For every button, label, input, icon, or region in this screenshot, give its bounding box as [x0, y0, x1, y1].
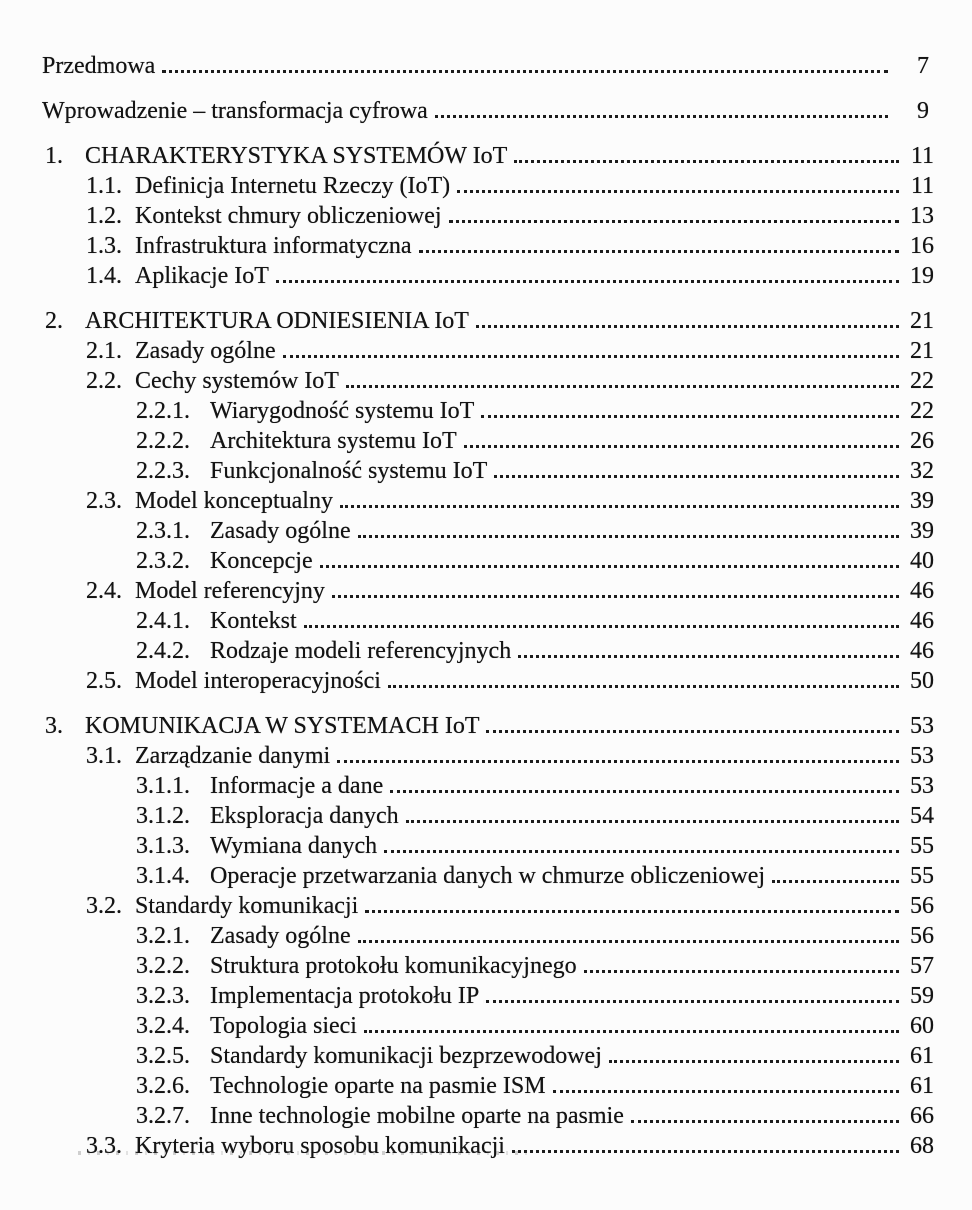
- toc-entry-number: 3.1.: [86, 743, 122, 769]
- toc-entry-page: 26: [910, 428, 934, 454]
- toc-entry-page: 22: [910, 368, 934, 394]
- dot-leader: [304, 625, 899, 628]
- dot-leader: [481, 415, 899, 418]
- toc-entry: [42, 260, 934, 290]
- toc-entry: [42, 365, 934, 395]
- dot-leader: [162, 70, 888, 73]
- toc-entry: [42, 1130, 934, 1160]
- toc-entry-page: 61: [910, 1073, 934, 1099]
- toc-entry-page: 21: [910, 338, 934, 364]
- toc-entry: [42, 395, 934, 425]
- toc-entry-page: 21: [910, 308, 934, 334]
- toc-entry: [42, 515, 934, 545]
- toc-entry-label: Definicja Internetu Rzeczy (IoT): [135, 173, 451, 199]
- toc-entry-page: 60: [910, 1013, 934, 1039]
- toc-entry-label: Wymiana danych: [210, 833, 378, 859]
- toc-entry-number: 2.2.3.: [136, 458, 190, 484]
- toc-entry-label: Implementacja protokołu IP: [210, 983, 480, 1009]
- toc-entry-page: 57: [910, 953, 934, 979]
- toc-entry: [42, 860, 934, 890]
- toc-entry-label: Struktura protokołu komunikacyjnego: [210, 953, 577, 979]
- toc-entry: [42, 230, 934, 260]
- toc-entry-label: ARCHITEKTURA ODNIESIENIA IoT: [85, 308, 469, 334]
- toc-entry-number: 2.4.1.: [136, 608, 190, 634]
- toc-entry-page: 39: [910, 518, 934, 544]
- dot-leader: [337, 760, 899, 763]
- toc-entry-page: 46: [910, 578, 934, 604]
- toc-entry: [42, 950, 934, 980]
- dot-leader: [449, 220, 899, 223]
- toc-entry-label: Cechy systemów IoT: [135, 368, 339, 394]
- toc-entry: [42, 800, 934, 830]
- toc-entry: [42, 305, 934, 335]
- toc-entry: [42, 920, 934, 950]
- toc-entry-label: Topologia sieci: [210, 1013, 357, 1039]
- toc-entry: [42, 545, 934, 575]
- dot-leader: [486, 1000, 899, 1003]
- toc-entry-page: 19: [910, 263, 934, 289]
- toc-entry-number: 2.2.: [86, 368, 122, 394]
- dot-leader: [406, 820, 899, 823]
- toc-entry: [42, 425, 934, 455]
- dot-leader: [553, 1090, 899, 1093]
- toc-entry: [42, 740, 934, 770]
- toc-entry-label: Model referencyjny: [135, 578, 325, 604]
- toc-entry-page: 9: [917, 98, 929, 124]
- toc-entry: [42, 890, 934, 920]
- toc-entry-number: 2.2.2.: [136, 428, 190, 454]
- toc-entry: [42, 575, 934, 605]
- dot-leader: [276, 280, 899, 283]
- dot-leader: [457, 190, 899, 193]
- toc-entry-number: 3.2.1.: [136, 923, 190, 949]
- dot-leader: [320, 565, 899, 568]
- toc-entry: [42, 140, 934, 170]
- toc-entry-number: 3.2.3.: [136, 983, 190, 1009]
- dot-leader: [514, 160, 899, 163]
- toc-entry: [42, 710, 934, 740]
- toc-entry: [42, 1040, 934, 1070]
- toc-entry-number: 2.3.: [86, 488, 122, 514]
- dot-leader: [340, 505, 899, 508]
- toc-entry-label: KOMUNIKACJA W SYSTEMACH IoT: [85, 713, 480, 739]
- toc-entry-number: 2.: [45, 308, 63, 334]
- toc-entry-label: CHARAKTERYSTYKA SYSTEMÓW IoT: [85, 143, 508, 169]
- toc-entry-label: Kryteria wyboru sposobu komunikacji: [135, 1133, 505, 1159]
- toc-entry-label: Funkcjonalność systemu IoT: [210, 458, 488, 484]
- toc-entry-label: Rodzaje modeli referencyjnych: [210, 638, 512, 664]
- toc-entry-page: 53: [910, 773, 934, 799]
- toc-entry: [42, 830, 934, 860]
- toc-entry-label: Eksploracja danych: [210, 803, 399, 829]
- dot-leader: [494, 475, 899, 478]
- toc-entry: [42, 665, 934, 695]
- dot-leader: [384, 850, 899, 853]
- dot-leader: [364, 1030, 899, 1033]
- toc-entry-number: 3.: [45, 713, 63, 739]
- toc-entry-page: 39: [910, 488, 934, 514]
- toc-entry-page: 56: [910, 923, 934, 949]
- toc-entry-number: 2.2.1.: [136, 398, 190, 424]
- toc-entry: [42, 1100, 934, 1130]
- toc-entry-label: Kontekst chmury obliczeniowej: [135, 203, 442, 229]
- dot-leader: [609, 1060, 899, 1063]
- table-of-contents: [42, 50, 934, 1160]
- toc-entry-label: Zasady ogólne: [210, 923, 351, 949]
- toc-entry-page: 11: [910, 143, 934, 169]
- toc-entry-label: Zarządzanie danymi: [135, 743, 331, 769]
- toc-entry-label: Model interoperacyjności: [135, 668, 381, 694]
- dot-leader: [358, 535, 899, 538]
- toc-entry-page: 61: [910, 1043, 934, 1069]
- toc-entry-label: Kontekst: [210, 608, 297, 634]
- toc-entry: [42, 170, 934, 200]
- toc-entry: [42, 50, 934, 80]
- toc-entry-page: 50: [910, 668, 934, 694]
- toc-entry: [42, 770, 934, 800]
- toc-entry-page: 66: [910, 1103, 934, 1129]
- toc-entry-page: 46: [910, 608, 934, 634]
- dot-leader: [772, 880, 899, 883]
- toc-entry-label: Przedmowa: [42, 53, 156, 79]
- scan-artifact: [78, 1151, 533, 1155]
- toc-entry-number: 3.1.1.: [136, 773, 190, 799]
- toc-entry-page: 16: [910, 233, 934, 259]
- toc-entry-label: Zasady ogólne: [210, 518, 351, 544]
- dot-leader: [332, 595, 899, 598]
- dot-leader: [365, 910, 899, 913]
- dot-leader: [476, 325, 899, 328]
- toc-entry-number: 1.: [45, 143, 63, 169]
- toc-entry-label: Inne technologie mobilne oparte na pasmie: [210, 1103, 624, 1129]
- toc-entry-page: 55: [910, 833, 934, 859]
- toc-entry: [42, 980, 934, 1010]
- toc-entry-number: 2.5.: [86, 668, 122, 694]
- dot-leader: [283, 355, 899, 358]
- toc-entry-number: 3.1.4.: [136, 863, 190, 889]
- toc-entry-number: 1.4.: [86, 263, 122, 289]
- toc-entry-number: 3.2.: [86, 893, 122, 919]
- toc-entry-page: 59: [910, 983, 934, 1009]
- toc-entry-page: 40: [910, 548, 934, 574]
- dot-leader: [512, 1150, 899, 1153]
- dot-leader: [358, 940, 899, 943]
- toc-entry-label: Standardy komunikacji bezprzewodowej: [210, 1043, 602, 1069]
- toc-entry-label: Technologie oparte na pasmie ISM: [210, 1073, 546, 1099]
- toc-entry-number: 1.3.: [86, 233, 122, 259]
- toc-entry-label: Wiarygodność systemu IoT: [210, 398, 475, 424]
- toc-entry-number: 3.1.3.: [136, 833, 190, 859]
- toc-entry-label: Model konceptualny: [135, 488, 333, 514]
- toc-entry-number: 2.3.2.: [136, 548, 190, 574]
- dot-leader: [464, 445, 899, 448]
- toc-entry-page: 68: [910, 1133, 934, 1159]
- toc-entry-page: 53: [910, 713, 934, 739]
- toc-entry-number: 3.2.6.: [136, 1073, 190, 1099]
- toc-entry: [42, 605, 934, 635]
- toc-entry: [42, 455, 934, 485]
- toc-entry: [42, 335, 934, 365]
- toc-entry-page: 11: [910, 173, 934, 199]
- toc-entry-label: Koncepcje: [210, 548, 313, 574]
- toc-entry: [42, 95, 934, 125]
- dot-leader: [584, 970, 899, 973]
- toc-entry-number: 2.4.: [86, 578, 122, 604]
- dot-leader: [419, 250, 899, 253]
- toc-entry-label: Architektura systemu IoT: [210, 428, 457, 454]
- toc-entry: [42, 1010, 934, 1040]
- dot-leader: [518, 655, 899, 658]
- toc-entry-page: 46: [910, 638, 934, 664]
- toc-entry-label: Operacje przetwarzania danych w chmurze obliczeniowej: [210, 863, 766, 889]
- toc-entry-number: 1.1.: [86, 173, 122, 199]
- dot-leader: [486, 730, 899, 733]
- toc-entry-number: 3.1.2.: [136, 803, 190, 829]
- toc-entry-label: Standardy komunikacji: [135, 893, 359, 919]
- dot-leader: [631, 1120, 899, 1123]
- toc-entry-number: 1.2.: [86, 203, 122, 229]
- toc-entry: [42, 1070, 934, 1100]
- toc-entry-page: 13: [910, 203, 934, 229]
- toc-entry-page: 22: [910, 398, 934, 424]
- toc-entry-number: 3.2.5.: [136, 1043, 190, 1069]
- toc-entry-label: Wprowadzenie – transformacja cyfrowa: [42, 98, 428, 124]
- toc-entry-label: Zasady ogólne: [135, 338, 276, 364]
- toc-entry-page: 56: [910, 893, 934, 919]
- toc-entry-page: 54: [910, 803, 934, 829]
- toc-entry-number: 2.4.2.: [136, 638, 190, 664]
- toc-entry-page: 53: [910, 743, 934, 769]
- toc-entry-label: Informacje a dane: [210, 773, 384, 799]
- toc-entry-label: Infrastruktura informatyczna: [135, 233, 412, 259]
- toc-entry: [42, 485, 934, 515]
- toc-entry: [42, 635, 934, 665]
- toc-entry-number: 3.2.2.: [136, 953, 190, 979]
- toc-entry-page: 7: [917, 53, 929, 79]
- toc-entry-number: 2.3.1.: [136, 518, 190, 544]
- dot-leader: [435, 115, 888, 118]
- toc-entry-page: 55: [910, 863, 934, 889]
- toc-entry-number: 3.3.: [86, 1133, 122, 1159]
- toc-entry: [42, 200, 934, 230]
- toc-entry-number: 3.2.4.: [136, 1013, 190, 1039]
- dot-leader: [346, 385, 899, 388]
- dot-leader: [390, 790, 899, 793]
- toc-entry-number: 3.2.7.: [136, 1103, 190, 1129]
- toc-entry-label: Aplikacje IoT: [135, 263, 269, 289]
- toc-entry-number: 2.1.: [86, 338, 122, 364]
- dot-leader: [388, 685, 899, 688]
- toc-entry-page: 32: [910, 458, 934, 484]
